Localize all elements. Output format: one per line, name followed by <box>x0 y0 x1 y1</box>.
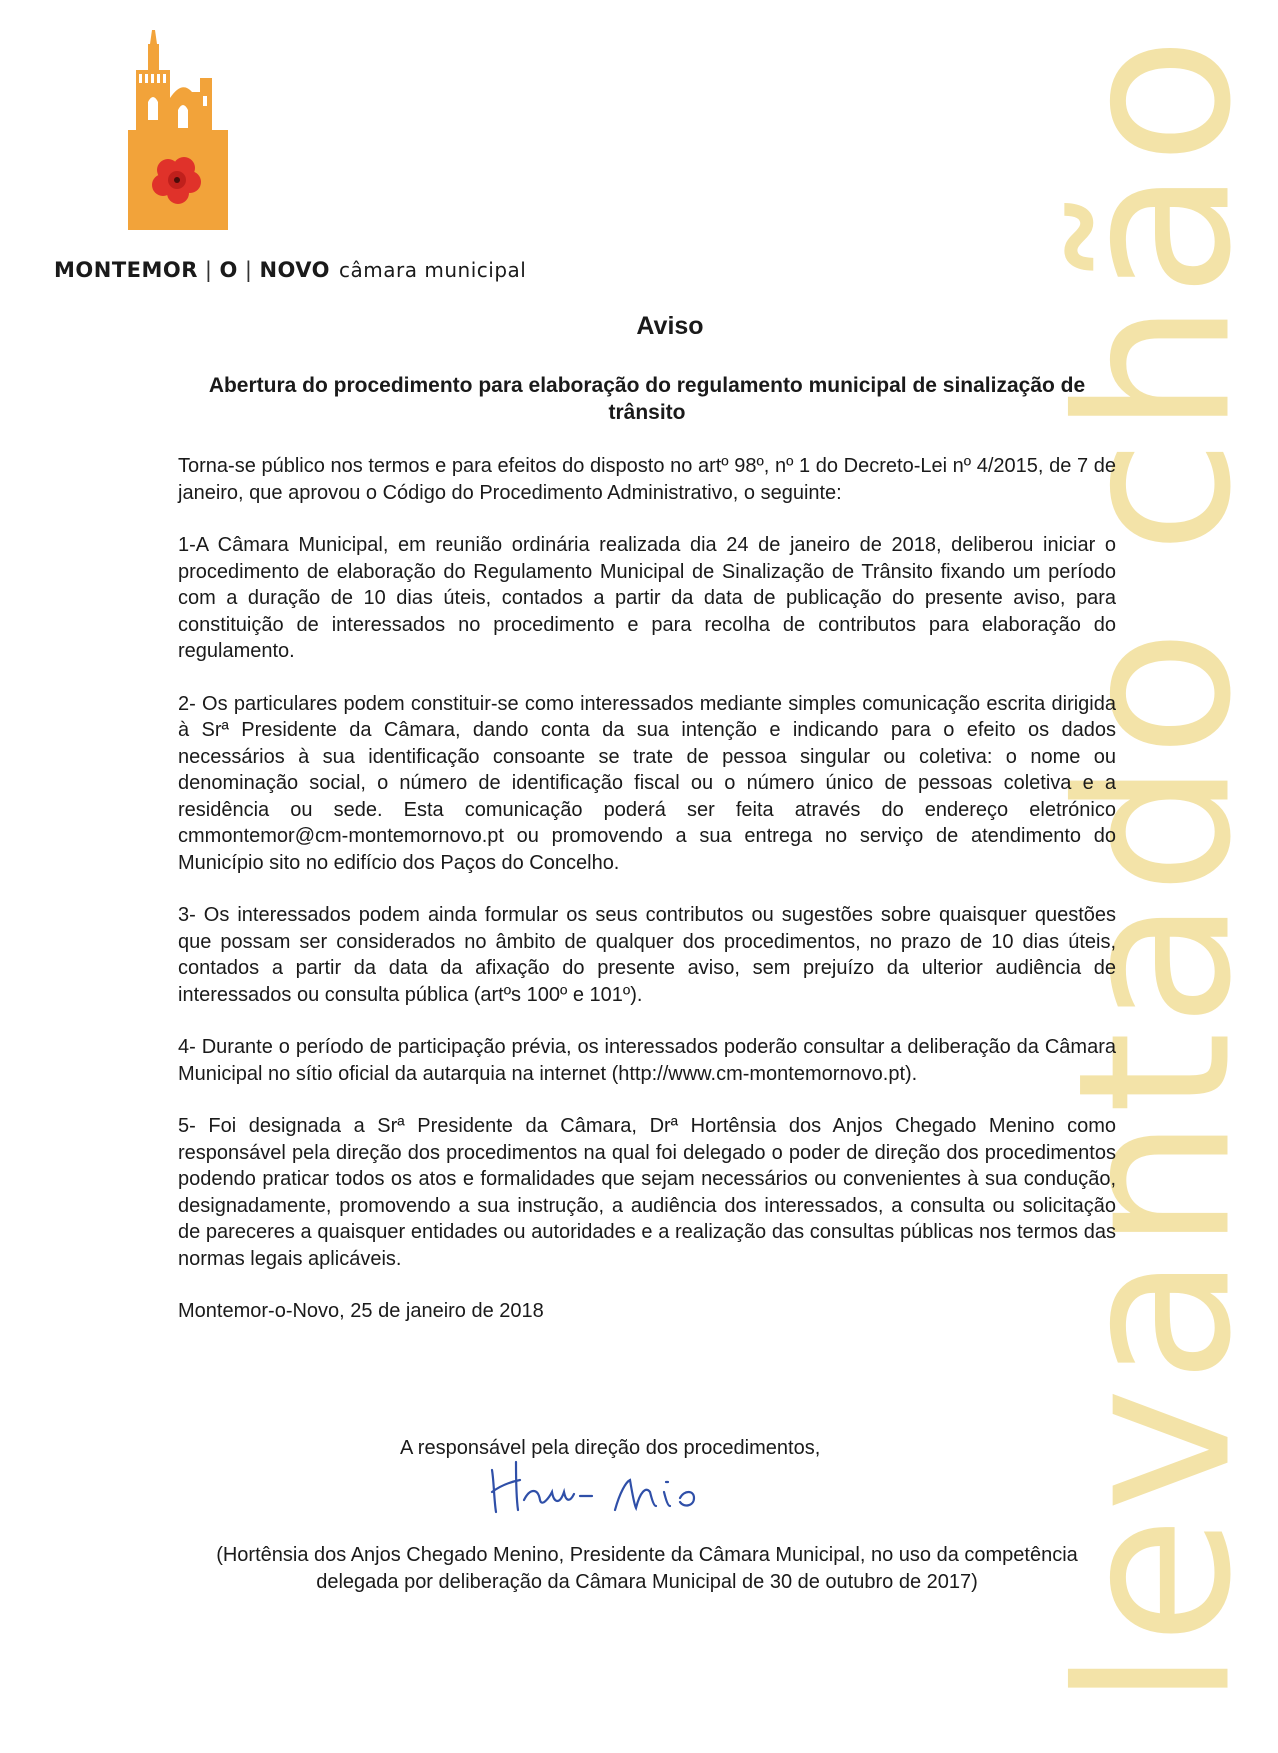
handwritten-signature <box>480 1452 730 1522</box>
brand-part3: NOVO <box>259 258 331 282</box>
brand-separator: | <box>244 258 253 282</box>
brand-part1: MONTEMOR <box>54 258 198 282</box>
watermark-text: levantado chão <box>1032 32 1278 1708</box>
paragraph-5: 5- Foi designada a Srª Presidente da Câmara, Drª Hortênsia dos Anjos Chegado Menino como responsável pela direção dos procedimentos na qual foi delegado o poder de direção dos procedimentos podendo praticar todos os atos e formalidades que sejam necessários ou convenientes à sua condução, designadamente, promovendo a sua instrução, a audiência dos interessados, a consulta ou solicitação de pareceres a quaisquer entidades ou autoridades e a realização das consultas públicas nos termos das normas legais aplicáveis. <box>178 1115 1116 1270</box>
paragraph-4: 4- Durante o período de participação prévia, os interessados poderão consultar a deliberação da Câmara Municipal no sítio oficial da autarquia na internet (http://www.cm-montemornovo.pt). <box>178 1036 1116 1085</box>
paragraph-1: 1-A Câmara Municipal, em reunião ordinária realizada dia 24 de janeiro de 2018, deliberou iniciar o procedimento de elaboração do Regulamento Municipal de Sinalização de Trânsito fixando um período com a duração de 10 dias úteis, contados a partir da data de publicação do presente aviso, para constituição de interessados no procedimento e para recolha de contributos para elaboração do regulamento. <box>178 534 1116 662</box>
brand-part2: O <box>219 258 238 282</box>
brand-subtitle: câmara municipal <box>339 258 527 282</box>
place-date: Montemor-o-Novo, 25 de janeiro de 2018 <box>178 1300 544 1322</box>
municipal-logo <box>128 30 246 230</box>
brand-line <box>54 258 526 282</box>
paragraph-3: 3- Os interessados podem ainda formular os seus contributos ou sugestões sobre quaisquer questões que possam ser considerados no âmbito de qualquer dos procedimentos, no prazo de 10 dias úteis, contados a partir da data da afixação do presente aviso, sem prejuízo da ulterior audiência de interessados ou consulta pública (artºs 100º e 101º). <box>178 904 1116 1006</box>
brand-separator: | <box>204 258 213 282</box>
document-subtitle: Abertura do procedimento para elaboração do regulamento municipal de sinalização de trânsito <box>208 374 1086 424</box>
signer-identification: (Hortênsia dos Anjos Chegado Menino, Presidente da Câmara Municipal, no uso da competência delegada por deliberação da Câmara Municipal de 30 de outubro de 2017) <box>216 1544 1078 1593</box>
document-body <box>178 453 1116 1325</box>
paragraph-2: 2- Os particulares podem constituir-se como interessados mediante simples comunicação escrita dirigida à Srª Presidente da Câmara, dando conta da sua intenção e indicando para o efeito os dados necessários à sua identificação consoante se trate de pessoa singular ou coletiva: o nome ou denominação social, o número de identificação fiscal ou o número único de pessoas coletiva e a residência ou sede. Esta comunicação poderá ser feita através do endereço eletrónico cmmontemor@cm-montemornovo.pt ou promovendo a sua entrega no serviço de atendimento do Município sito no edifício dos Paços do Concelho. <box>178 692 1116 874</box>
document-title: Aviso <box>636 312 704 340</box>
paragraph-intro: Torna-se público nos termos e para efeitos do disposto no artº 98º, nº 1 do Decreto-Lei nº 4/2015, de 7 de janeiro, que aprovou o Código do Procedimento Administrativo, o seguinte: <box>178 455 1116 504</box>
signer-label: A responsável pela direção dos procedimentos, <box>400 1437 821 1459</box>
